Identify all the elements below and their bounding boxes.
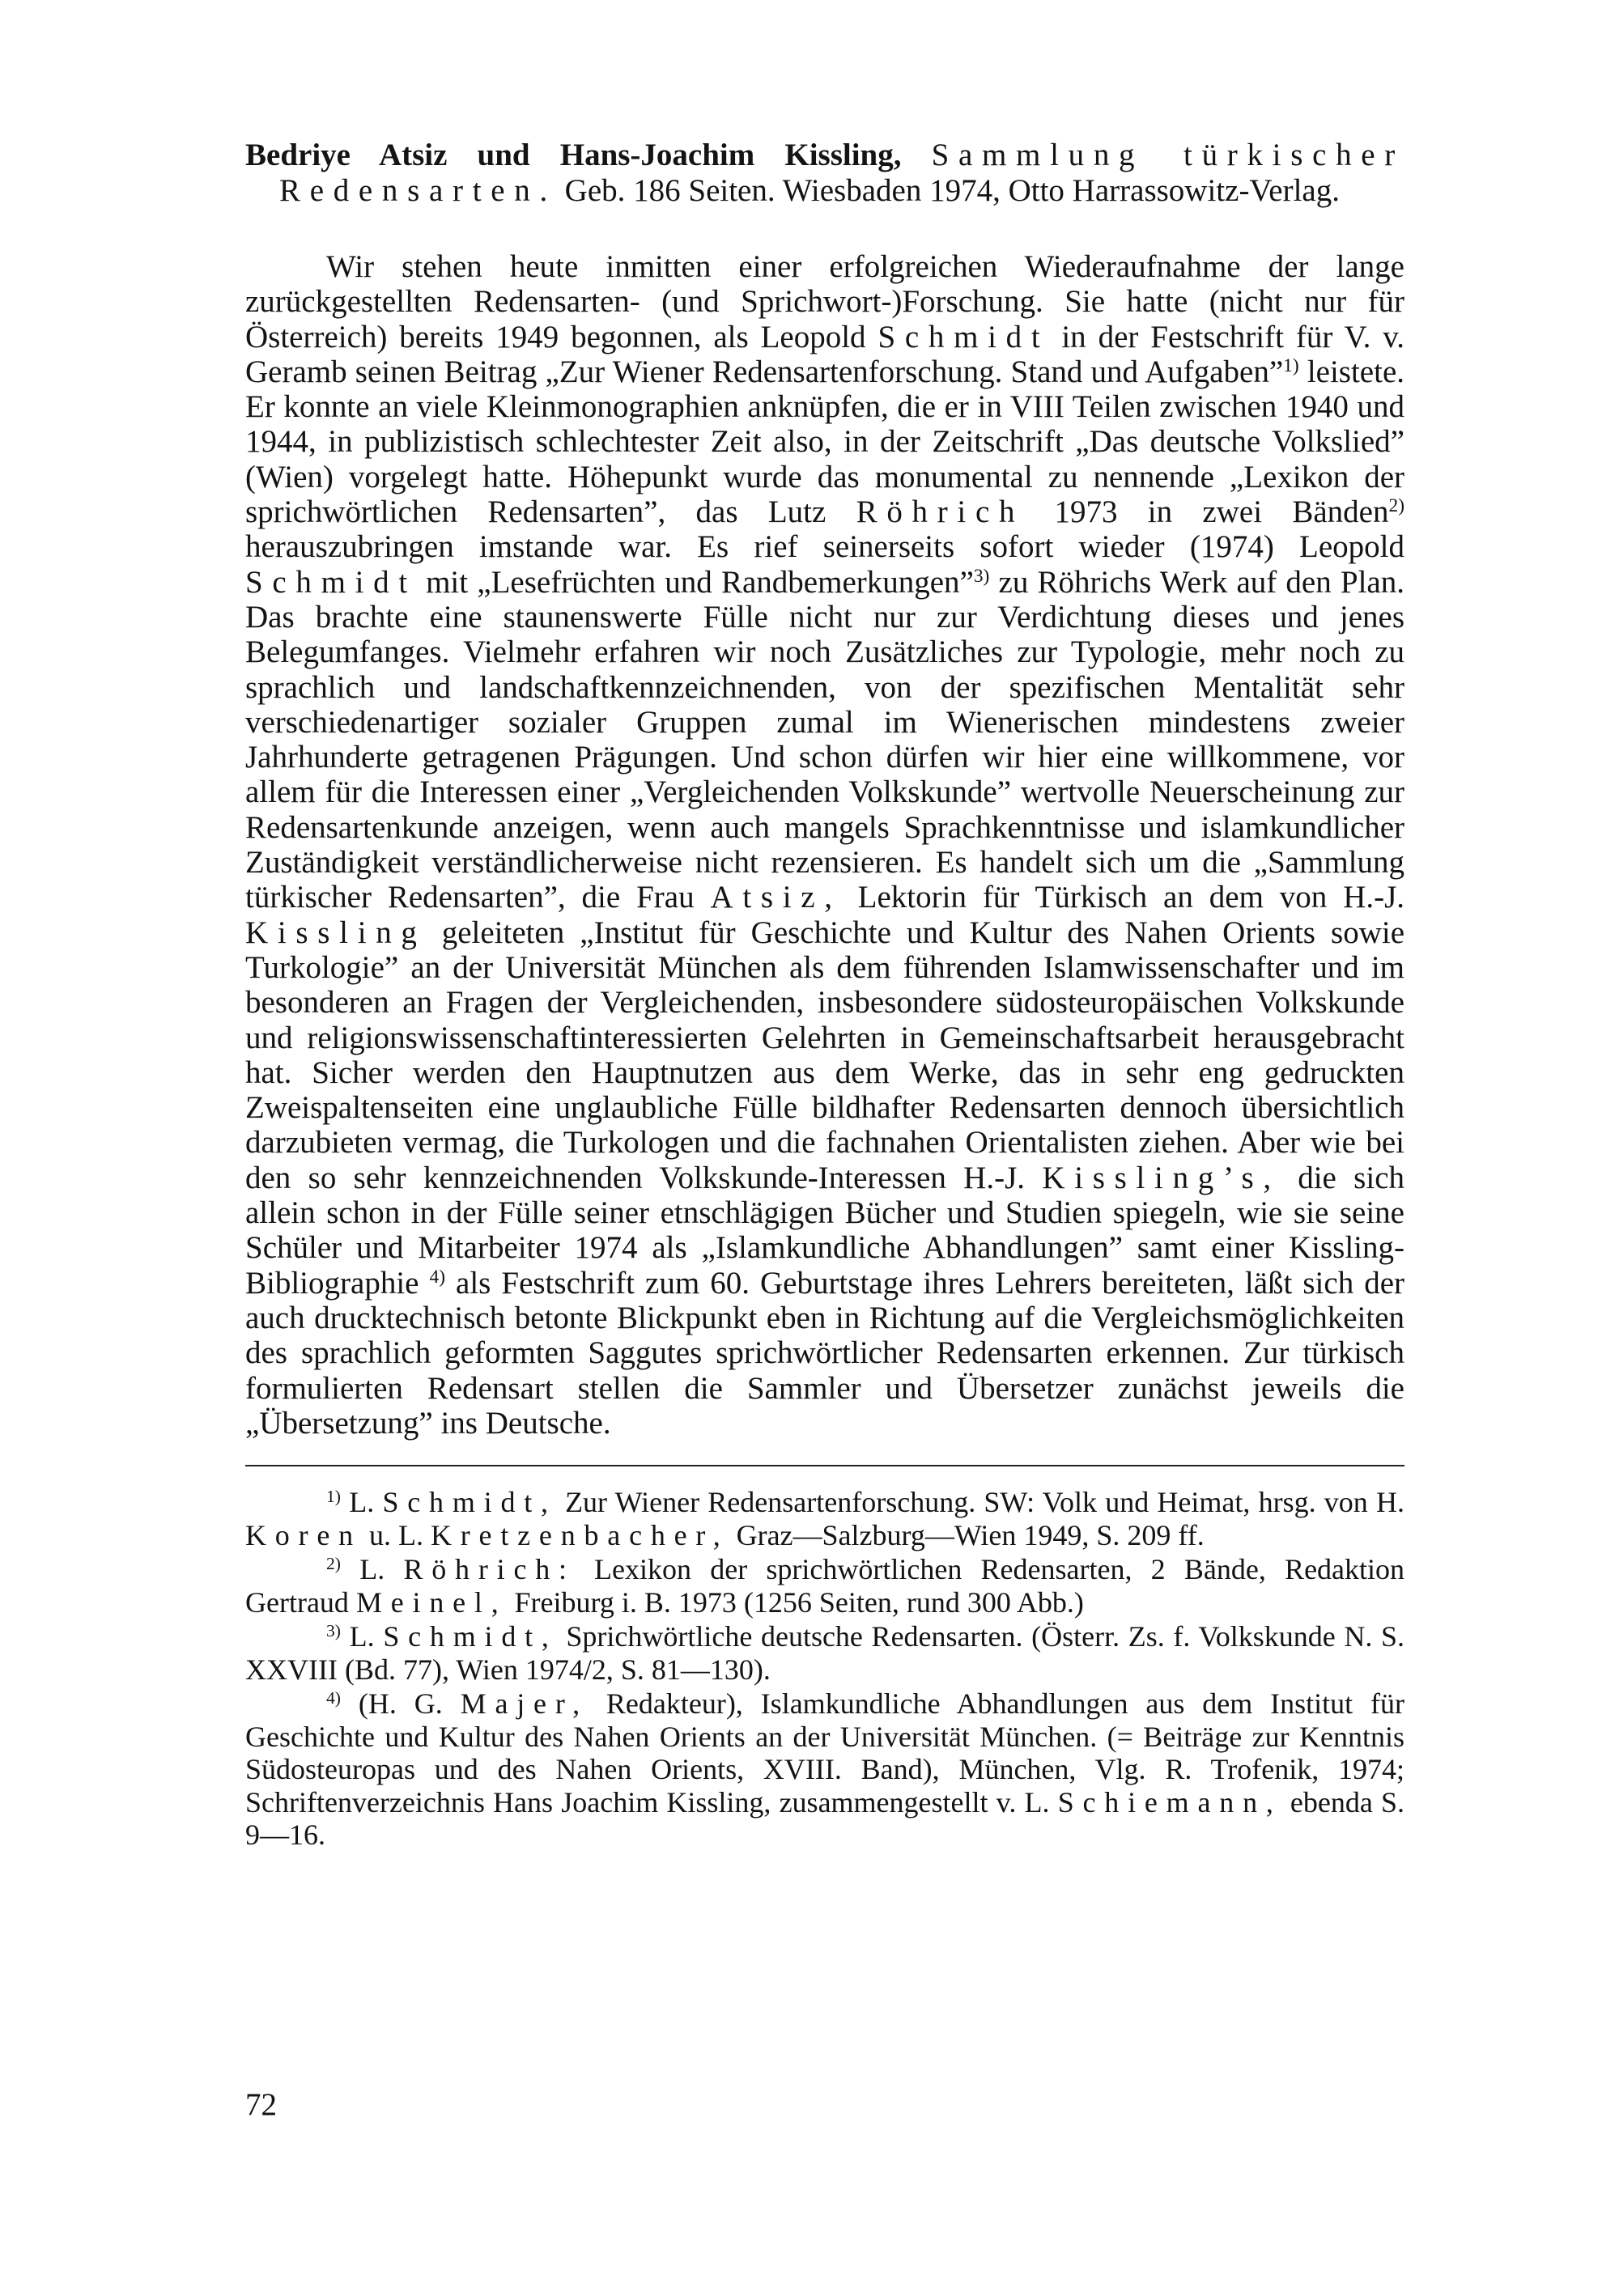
footnote-text: Redakteur), Islamkundliche Abhandlungen aus dem Institut für Geschichte und Kultur des Nahen Orients an der Universität München. (= Beiträge zur Kenntnis Südosteuropas und des Nahen Orients, XVIII. Band), München, Vlg. R. Trofenik, 1974; Schriftenverzeichnis Hans Joachim Kissling, zusammengestellt v. L. [245, 1687, 1404, 1819]
footnote-number: 4) [326, 1688, 341, 1708]
body-text-segment: zu Röhrichs Werk auf den Plan. Das brachte eine staunenswerte Fülle nicht nur zur Verdichtung dieses und jenes Belegumfanges. Vielmehr erfahren wir noch Zusätzliches zur Typologie, mehr noch zu sprachlich und landschaftkennzeichnenden, von der spezifischen Mentalität sehr verschiedenartiger sozialer Gruppen zumal im Wienerischen mindestens zweier Jahrhunderte getragenen Prägungen. Und schon dürfen wir hier eine willkommene, vor allem für die Interessen einer „Vergleichenden Volkskunde” wertvolle Neuerscheinung zur Redensartenkunde anzeigen, wenn auch mangels Sprachkenntnisse und islamkundlicher Zuständigkeit verständlicherweise nicht rezensieren. Es handelt sich um die „Sammlung türkischer Redensarten”, die Frau [245, 564, 1404, 915]
footnote-text: u. L. [368, 1518, 423, 1551]
review-book-title: Sammlung türkischer Redensarten. [279, 138, 1404, 208]
footnote-4 [245, 1687, 1404, 1852]
body-text-segment: Lektorin für Türkisch an dem von H.-J. [857, 880, 1405, 915]
footnote-number: 2) [326, 1554, 341, 1574]
spaced-name: Schmidt [877, 319, 1050, 354]
footnote-text: Freiburg i. B. 1973 (1256 Seiten, rund 300 Abb.) [514, 1585, 1084, 1619]
spaced-name: Schmidt [245, 564, 417, 600]
footnote-number: 1) [326, 1487, 341, 1507]
body-text-segment: leistete. Er konnte an viele Kleinmonographien anknüpfen, die er in VIII Teilen zwischen 1940 und 1944, in publizistisch schlechtester Zeit also, in der Zeitschrift „Das deutsche Volkslied” (Wien) vorgelegt hatte. Höhepunkt wurde das monumental zu nennende „Lexikon der sprichwörtlichen Redensarten”, das Lutz [245, 354, 1405, 530]
footnote-text: Lexikon der sprichwörtlichen Redensarten, 2 Bände, Redaktion Gertraud [245, 1553, 1405, 1619]
spaced-name: Kissling’s, [1042, 1160, 1281, 1195]
spaced-name: Röhrich: [403, 1553, 576, 1586]
footnote-2 [245, 1553, 1404, 1619]
page-content [245, 138, 1404, 1853]
footnote-number: 3) [326, 1621, 341, 1641]
spaced-name: Schmidt, [382, 1486, 557, 1519]
footnote-text: L. [349, 1620, 375, 1653]
review-body [245, 249, 1404, 1441]
spaced-name: Meinel, [355, 1585, 508, 1619]
review-authors: Bedriye Atsiz und Hans-Joachim Kissling, [245, 138, 902, 172]
footnote-1 [245, 1486, 1404, 1551]
page-number: 72 [245, 2087, 277, 2122]
spaced-name: Koren [245, 1518, 362, 1551]
body-text-segment: geleiteten „Institut für Geschichte und Kultur des Nahen Orients sowie Turkologie” an der Universität München als dem führenden Islamwissenschafter und im besonderen an Fragen der Vergleichenden, insbesondere südosteuropäischen Volkskunde und religionswissenschaftinteressierten Gelehrten in Gemeinschaftsarbeit herausgebracht hat. Sicher werden den Hauptnutzen aus dem Werke, das in sehr eng gedruckten Zweispaltenseiten eine unglaubliche Fülle bildhafter Redensarten dennoch übersichtlich darzubieten vermag, die Turkologen und die fachnahen Orientalisten ziehen. Aber wie bei den so sehr kennzeichnenden Volkskunde-Interessen H.-J. [245, 915, 1405, 1195]
footnote-divider [245, 1465, 1404, 1466]
body-text-segment: als Festschrift zum 60. Geburtstage ihres Lehrers bereiteten, läßt sich der auch drucktechnisch betonte Blickpunkt eben in Richtung auf die Vergleichsmöglichkeiten des sprachlich geformten Saggutes sprichwörtlicher Redensarten erkennen. Zur türkisch formulierten Redensart stellen die Sammler und Übersetzer zunächst jeweils die „Übersetzung” ins Deutsche. [245, 1265, 1405, 1441]
spaced-name: Atsiz, [710, 880, 842, 915]
footnote-ref-2: 2) [1388, 495, 1404, 517]
footnote-text: (H. G. [358, 1687, 443, 1721]
footnote-ref-3: 3) [973, 565, 990, 587]
spaced-name: Röhrich [856, 494, 1025, 530]
footnote-text: Graz—Salzburg—Wien 1949, S. 209 ff. [736, 1518, 1205, 1551]
footnote-3 [245, 1620, 1404, 1686]
body-text-segment: die sich allein schon in der Fülle seiner etnschlägigen Bücher und Studien spiegeln, wie sie seine Schüler und Mitarbeiter 1974 als „Islamkundliche Abhandlungen” samt einer Kissling-Bibliographie [245, 1160, 1405, 1301]
footnote-text: ebenda S. 9—16. [245, 1785, 1404, 1852]
body-text-segment: herauszubringen imstande war. Es rief seinerseits sofort wieder (1974) Leopold [245, 529, 1404, 565]
spaced-name: Kissling [245, 915, 427, 950]
footnote-ref-4: 4) [429, 1266, 445, 1288]
footnote-text: L. [349, 1486, 375, 1519]
footnote-ref-1: 1) [1283, 355, 1299, 377]
footnote-text: L. [359, 1553, 385, 1586]
review-heading [245, 138, 1404, 209]
spaced-name: Majer, [460, 1687, 589, 1721]
spaced-name: Kretzenbacher, [430, 1518, 729, 1551]
spaced-name: Schmidt, [383, 1620, 558, 1653]
body-text-segment: Wir stehen heute inmitten einer erfolgreichen Wiederaufnahme der lange zurückgestellten Redensarten- (und Sprichwort-)Forschung. Sie hatte (nicht nur für Österreich) bereits 1949 begonnen, als Leopold [245, 249, 1404, 354]
footnote-text: Zur Wiener Redensartenforschung. SW: Volk und Heimat, hrsg. von H. [565, 1486, 1405, 1519]
body-text-segment: 1973 in zwei Bänden [1054, 494, 1389, 530]
review-book-details: Geb. 186 Seiten. Wiesbaden 1974, Otto Harrassowitz-Verlag. [564, 173, 1340, 208]
footnote-text: Sprichwörtliche deutsche Redensarten. (Österr. Zs. f. Volkskunde N. S. XXVIII (Bd. 77), Wien 1974/2, S. 81—130). [245, 1620, 1405, 1686]
body-text-segment: mit „Lesefrüchten und Randbemerkungen” [426, 564, 974, 600]
body-text-segment: in der Festschrift für V. v. Geramb seinen Beitrag „Zur Wiener Redensartenforschung. Stand und Aufgaben” [245, 319, 1405, 389]
spaced-name: Schiemann, [1057, 1785, 1282, 1819]
